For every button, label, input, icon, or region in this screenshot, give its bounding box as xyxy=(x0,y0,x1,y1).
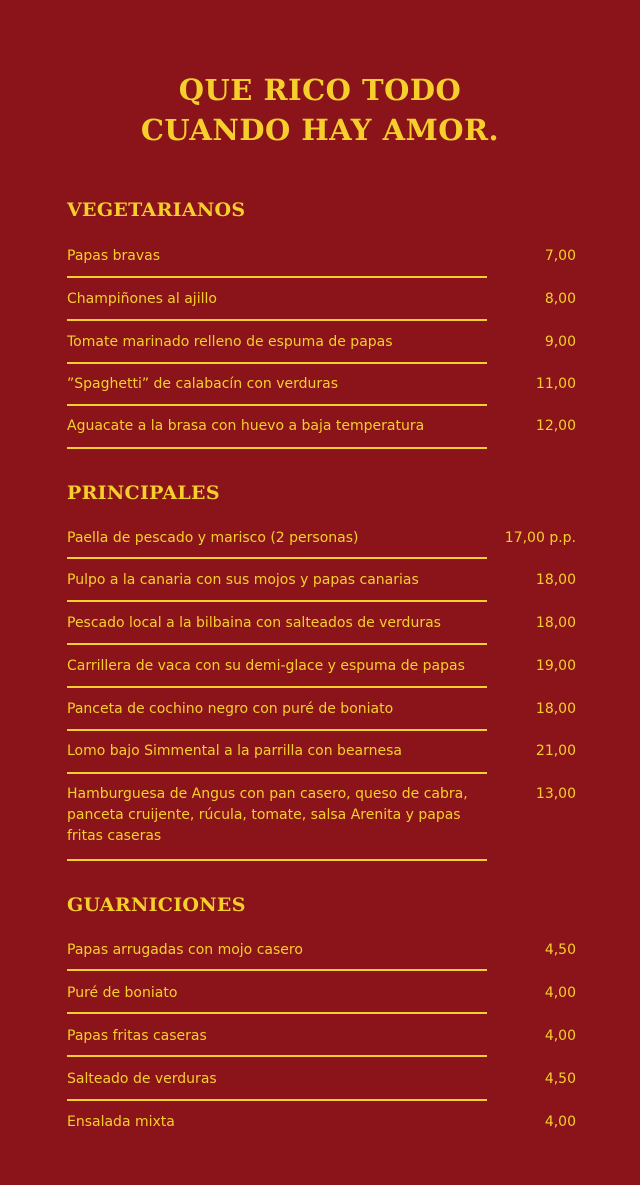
divider xyxy=(67,1099,487,1101)
item-price: 4,00 xyxy=(544,1028,576,1044)
headline-line-1: QUE RICO TODO xyxy=(178,73,462,107)
item-name: Lomo bajo Simmental a la parrilla con bearnesa xyxy=(67,743,403,759)
divider xyxy=(67,729,487,731)
item-price: 18,00 xyxy=(535,572,576,588)
item-name: Pescado local a la bilbaina con salteados de verduras xyxy=(67,615,441,631)
divider xyxy=(67,772,487,774)
item-price: 12,00 xyxy=(535,418,576,434)
item-name: ”Spaghetti” de calabacín con verduras xyxy=(67,376,339,392)
item-name: Salteado de verduras xyxy=(67,1071,217,1087)
item-price: 9,00 xyxy=(544,334,576,350)
section-title: PRINCIPALES xyxy=(67,482,220,504)
item-name: Papas bravas xyxy=(67,248,160,264)
section-title: VEGETARIANOS xyxy=(67,199,246,221)
item-name: Champiñones al ajillo xyxy=(67,291,217,307)
item-price: 4,00 xyxy=(544,985,576,1001)
item-name: Papas fritas caseras xyxy=(67,1028,207,1044)
item-name: Carrillera de vaca con su demi-glace y espuma de papas xyxy=(67,658,465,674)
item-name: Pulpo a la canaria con sus mojos y papas canarias xyxy=(67,572,419,588)
item-price: 8,00 xyxy=(544,291,576,307)
headline-line-2: CUANDO HAY AMOR. xyxy=(140,113,500,147)
item-price: 13,00 xyxy=(535,786,576,802)
item-price: 4,50 xyxy=(544,1071,576,1087)
item-name: Aguacate a la brasa con huevo a baja temperatura xyxy=(67,418,425,434)
item-price: 19,00 xyxy=(535,658,576,674)
divider xyxy=(67,1012,487,1014)
menu-headline xyxy=(0,70,640,150)
divider xyxy=(67,362,487,364)
divider xyxy=(67,447,487,449)
item-price: 7,00 xyxy=(544,248,576,264)
divider xyxy=(67,404,487,406)
item-price: 17,00 p.p. xyxy=(504,530,576,546)
item-name: Paella de pescado y marisco (2 personas) xyxy=(67,530,359,546)
divider xyxy=(67,557,487,559)
divider xyxy=(67,1055,487,1057)
item-name: Papas arrugadas con mojo casero xyxy=(67,942,303,958)
divider xyxy=(67,859,487,861)
item-price: 4,50 xyxy=(544,942,576,958)
item-price: 21,00 xyxy=(535,743,576,759)
item-name: Ensalada mixta xyxy=(67,1114,175,1130)
item-name: Puré de boniato xyxy=(67,985,178,1001)
item-price: 4,00 xyxy=(544,1114,576,1130)
item-price: 18,00 xyxy=(535,615,576,631)
item-price: 11,00 xyxy=(535,376,576,392)
divider xyxy=(67,643,487,645)
item-name: Tomate marinado relleno de espuma de papas xyxy=(67,334,393,350)
item-price: 18,00 xyxy=(535,701,576,717)
divider xyxy=(67,600,487,602)
divider xyxy=(67,969,487,971)
item-name: Hamburguesa de Angus con pan casero, queso de cabra, panceta cruijente, rúcula, tomate, salsa Arenita y papas fritas caseras xyxy=(67,786,468,844)
item-name: Panceta de cochino negro con puré de boniato xyxy=(67,701,394,717)
section-title: GUARNICIONES xyxy=(67,894,246,916)
divider xyxy=(67,276,487,278)
divider xyxy=(67,319,487,321)
divider xyxy=(67,686,487,688)
